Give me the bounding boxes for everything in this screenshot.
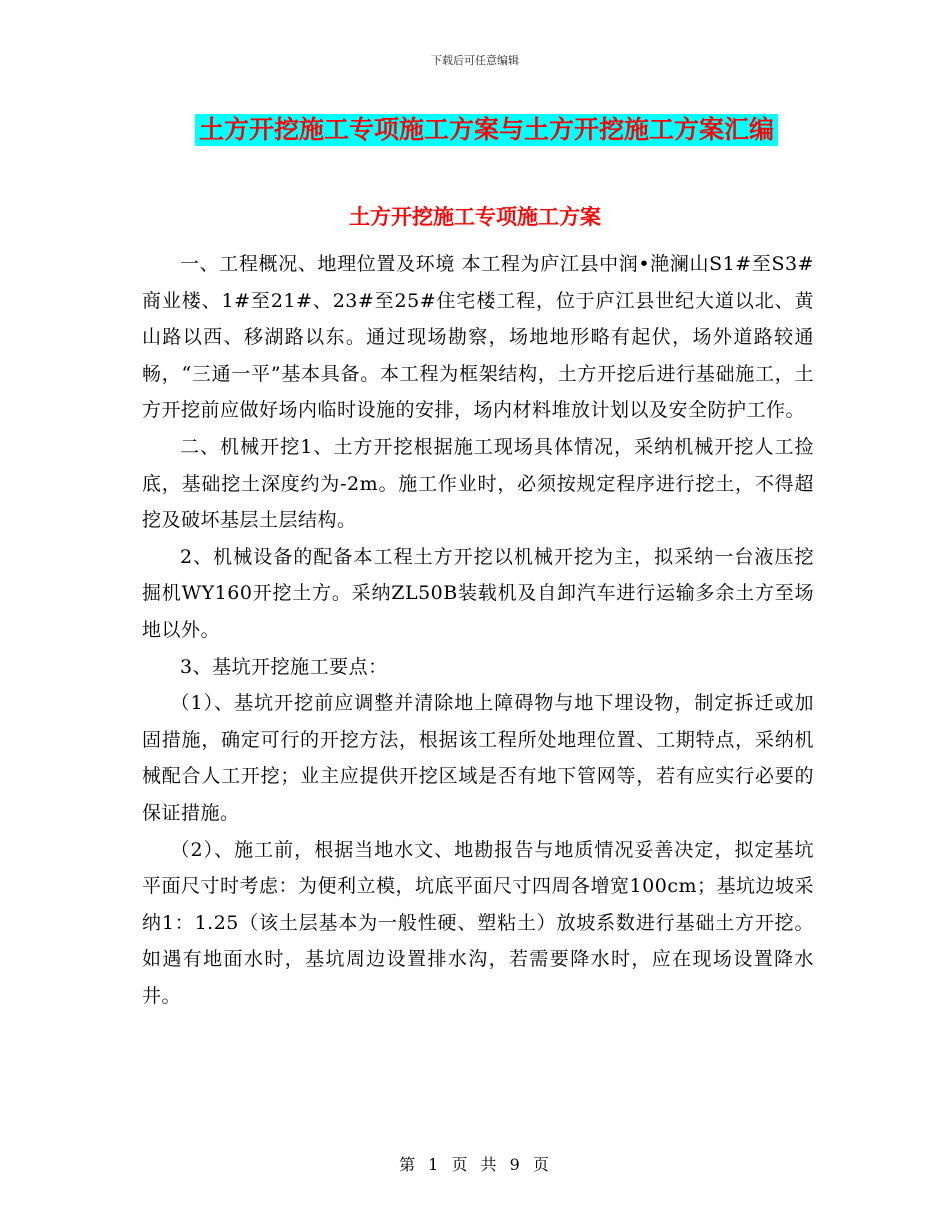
page-indicator: 第 1 页 共 9 页 [399,1155,551,1174]
paragraph-equipment: 2、机械设备的配备本工程土方开挖以机械开挖为主，拟采纳一台液压挖掘机WY160开挖土方。采纳ZL50B装载机及自卸汽车进行运输多余土方至场地以外。 [142,545,814,641]
document-body [142,246,814,1014]
paragraph-point-1: （1）、基坑开挖前应调整并清除地上障碍物与地下埋设物，制定拆迁或加固措施，确定可行的开挖方法，根据该工程所处地理位置、工期特点，采纳机械配合人工开挖；业主应提供开挖区域是否有地下管网等，若有应实行必要的保证措施。 [142,692,814,824]
section-title: 土方开挖施工专项施工方案 [349,204,601,229]
paragraph-mechanical-excavation: 二、机械开挖1、土方开挖根据施工现场具体情况，采纳机械开挖人工捡底，基础挖土深度约为-2m。施工作业时，必须按规定程序进行挖土，不得超挖及破坏基层土层结构。 [142,435,814,532]
header-note: 下载后可任意编辑 [431,54,519,67]
paragraph-overview: 一、工程概况、地理位置及环境 本工程为庐江县中润•滟澜山S1#至S3#商业楼、1#至21#、23#至25#住宅楼工程，位于庐江县世纪大道以北、黄山路以西、移湖路以东。通过现场勘察，场地地形略有起伏，场外道路较通畅，“三通一平”基本具备。本工程为框架结构，土方开挖后进行基础施工，土方开挖前应做好场内临时设施的安排，场内材料堆放计划以及安全防护工作。 [142,253,814,422]
paragraph-point-2: （2）、施工前，根据当地水文、地勘报告与地质情况妥善决定，拟定基坑平面尺寸时考虑：为便利立模，坑底平面尺寸四周各增宽100cm；基坑边坡采纳1：1.25（该土层基本为一般性硬、塑粘土）放坡系数进行基础土方开挖。如遇有地面水时，基坑周边设置排水沟，若需要降水时，应在现场设置降水井。 [142,838,814,1007]
paragraph-key-points-heading: 3、基坑开挖施工要点： [180,655,388,678]
main-title: 土方开挖施工专项施工方案与土方开挖施工方案汇编 [195,114,778,146]
